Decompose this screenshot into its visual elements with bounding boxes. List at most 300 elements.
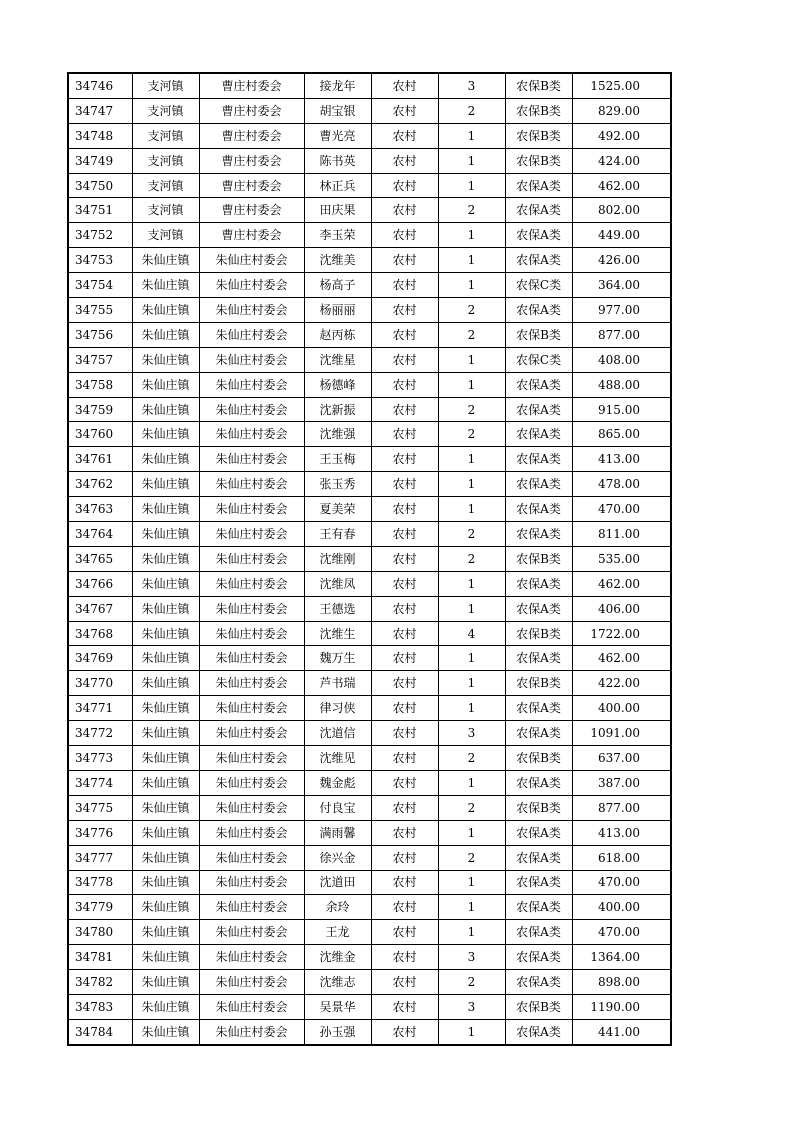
household-type-cell: 农村 <box>371 98 438 123</box>
amount-cell: 462.00 <box>572 571 671 596</box>
household-type-cell: 农村 <box>371 721 438 746</box>
household-type-cell: 农村 <box>371 497 438 522</box>
table-row <box>68 870 671 895</box>
household-type-cell: 农村 <box>371 248 438 273</box>
household-type-cell: 农村 <box>371 945 438 970</box>
person-name-cell: 杨高子 <box>304 273 371 298</box>
record-id-cell: 34752 <box>68 223 132 248</box>
table-row <box>68 273 671 298</box>
insurance-category-cell: 农保C类 <box>505 347 572 372</box>
table-row <box>68 1019 671 1044</box>
town-cell: 朱仙庄镇 <box>132 273 199 298</box>
amount-cell: 915.00 <box>572 397 671 422</box>
amount-cell: 977.00 <box>572 298 671 323</box>
person-name-cell: 张玉秀 <box>304 472 371 497</box>
insurance-category-cell: 农保A类 <box>505 895 572 920</box>
table-row <box>68 322 671 347</box>
village-committee-cell: 朱仙庄村委会 <box>199 422 304 447</box>
person-name-cell: 沈道田 <box>304 870 371 895</box>
village-committee-cell: 朱仙庄村委会 <box>199 895 304 920</box>
person-name-cell: 李玉荣 <box>304 223 371 248</box>
person-name-cell: 曹光亮 <box>304 123 371 148</box>
household-type-cell: 农村 <box>371 621 438 646</box>
table-row <box>68 820 671 845</box>
household-type-cell: 农村 <box>371 820 438 845</box>
insurance-category-cell: 农保A类 <box>505 198 572 223</box>
village-committee-cell: 朱仙庄村委会 <box>199 273 304 298</box>
person-name-cell: 王玉梅 <box>304 447 371 472</box>
person-name-cell: 沈维美 <box>304 248 371 273</box>
amount-cell: 618.00 <box>572 845 671 870</box>
insurance-category-cell: 农保B类 <box>505 795 572 820</box>
family-size-cell: 1 <box>438 223 505 248</box>
family-size-cell: 1 <box>438 870 505 895</box>
village-committee-cell: 朱仙庄村委会 <box>199 248 304 273</box>
amount-cell: 400.00 <box>572 895 671 920</box>
person-name-cell: 芦书瑞 <box>304 671 371 696</box>
insurance-category-cell: 农保B类 <box>505 994 572 1019</box>
amount-cell: 877.00 <box>572 795 671 820</box>
record-id-cell: 34748 <box>68 123 132 148</box>
record-id-cell: 34783 <box>68 994 132 1019</box>
town-cell: 朱仙庄镇 <box>132 970 199 995</box>
town-cell: 朱仙庄镇 <box>132 895 199 920</box>
insurance-category-cell: 农保A类 <box>505 820 572 845</box>
amount-cell: 1091.00 <box>572 721 671 746</box>
table-row <box>68 746 671 771</box>
household-type-cell: 农村 <box>371 372 438 397</box>
amount-cell: 413.00 <box>572 820 671 845</box>
household-type-cell: 农村 <box>371 173 438 198</box>
table-row <box>68 696 671 721</box>
amount-cell: 1722.00 <box>572 621 671 646</box>
record-id-cell: 34756 <box>68 322 132 347</box>
insurance-category-cell: 农保A类 <box>505 1019 572 1044</box>
record-id-cell: 34784 <box>68 1019 132 1044</box>
village-committee-cell: 曹庄村委会 <box>199 123 304 148</box>
insurance-category-cell: 农保A类 <box>505 945 572 970</box>
table-row <box>68 994 671 1019</box>
record-id-cell: 34763 <box>68 497 132 522</box>
insurance-category-cell: 农保A类 <box>505 447 572 472</box>
insurance-category-cell: 农保B类 <box>505 73 572 98</box>
table-row <box>68 298 671 323</box>
town-cell: 支河镇 <box>132 198 199 223</box>
person-name-cell: 王龙 <box>304 920 371 945</box>
household-type-cell: 农村 <box>371 596 438 621</box>
amount-cell: 637.00 <box>572 746 671 771</box>
town-cell: 支河镇 <box>132 148 199 173</box>
village-committee-cell: 朱仙庄村委会 <box>199 721 304 746</box>
village-committee-cell: 曹庄村委会 <box>199 198 304 223</box>
table-row <box>68 621 671 646</box>
village-committee-cell: 朱仙庄村委会 <box>199 546 304 571</box>
town-cell: 支河镇 <box>132 173 199 198</box>
person-name-cell: 王有春 <box>304 522 371 547</box>
person-name-cell: 满雨馨 <box>304 820 371 845</box>
amount-cell: 387.00 <box>572 770 671 795</box>
village-committee-cell: 朱仙庄村委会 <box>199 795 304 820</box>
village-committee-cell: 朱仙庄村委会 <box>199 671 304 696</box>
table-row <box>68 148 671 173</box>
amount-cell: 449.00 <box>572 223 671 248</box>
record-id-cell: 34755 <box>68 298 132 323</box>
town-cell: 朱仙庄镇 <box>132 845 199 870</box>
insurance-category-cell: 农保A类 <box>505 497 572 522</box>
record-id-cell: 34747 <box>68 98 132 123</box>
record-id-cell: 34782 <box>68 970 132 995</box>
roster-body <box>68 73 671 1045</box>
table-row <box>68 98 671 123</box>
village-committee-cell: 朱仙庄村委会 <box>199 746 304 771</box>
record-id-cell: 34777 <box>68 845 132 870</box>
record-id-cell: 34769 <box>68 646 132 671</box>
town-cell: 支河镇 <box>132 223 199 248</box>
amount-cell: 426.00 <box>572 248 671 273</box>
person-name-cell: 律习侠 <box>304 696 371 721</box>
household-type-cell: 农村 <box>371 970 438 995</box>
insurance-category-cell: 农保A类 <box>505 596 572 621</box>
town-cell: 朱仙庄镇 <box>132 322 199 347</box>
family-size-cell: 4 <box>438 621 505 646</box>
insurance-category-cell: 农保A类 <box>505 920 572 945</box>
amount-cell: 1525.00 <box>572 73 671 98</box>
amount-cell: 488.00 <box>572 372 671 397</box>
amount-cell: 470.00 <box>572 920 671 945</box>
insurance-category-cell: 农保B类 <box>505 621 572 646</box>
insurance-category-cell: 农保A类 <box>505 223 572 248</box>
record-id-cell: 34746 <box>68 73 132 98</box>
person-name-cell: 魏金彪 <box>304 770 371 795</box>
family-size-cell: 3 <box>438 73 505 98</box>
person-name-cell: 沈维志 <box>304 970 371 995</box>
village-committee-cell: 朱仙庄村委会 <box>199 372 304 397</box>
town-cell: 朱仙庄镇 <box>132 372 199 397</box>
family-size-cell: 1 <box>438 123 505 148</box>
village-committee-cell: 朱仙庄村委会 <box>199 298 304 323</box>
household-type-cell: 农村 <box>371 397 438 422</box>
town-cell: 朱仙庄镇 <box>132 696 199 721</box>
record-id-cell: 34780 <box>68 920 132 945</box>
person-name-cell: 沈道信 <box>304 721 371 746</box>
table-row <box>68 721 671 746</box>
insurance-category-cell: 农保A类 <box>505 372 572 397</box>
record-id-cell: 34775 <box>68 795 132 820</box>
village-committee-cell: 朱仙庄村委会 <box>199 447 304 472</box>
village-committee-cell: 朱仙庄村委会 <box>199 920 304 945</box>
person-name-cell: 杨德峰 <box>304 372 371 397</box>
table-row <box>68 895 671 920</box>
table-row <box>68 198 671 223</box>
person-name-cell: 胡宝银 <box>304 98 371 123</box>
table-row <box>68 447 671 472</box>
record-id-cell: 34778 <box>68 870 132 895</box>
person-name-cell: 吴景华 <box>304 994 371 1019</box>
family-size-cell: 1 <box>438 596 505 621</box>
family-size-cell: 2 <box>438 298 505 323</box>
village-committee-cell: 朱仙庄村委会 <box>199 347 304 372</box>
table-row <box>68 372 671 397</box>
household-type-cell: 农村 <box>371 273 438 298</box>
town-cell: 朱仙庄镇 <box>132 870 199 895</box>
record-id-cell: 34771 <box>68 696 132 721</box>
table-row <box>68 248 671 273</box>
record-id-cell: 34751 <box>68 198 132 223</box>
table-row <box>68 671 671 696</box>
insurance-category-cell: 农保A类 <box>505 248 572 273</box>
family-size-cell: 1 <box>438 372 505 397</box>
town-cell: 朱仙庄镇 <box>132 596 199 621</box>
family-size-cell: 1 <box>438 770 505 795</box>
amount-cell: 811.00 <box>572 522 671 547</box>
household-type-cell: 农村 <box>371 472 438 497</box>
family-size-cell: 1 <box>438 447 505 472</box>
amount-cell: 877.00 <box>572 322 671 347</box>
table-row <box>68 546 671 571</box>
insurance-category-cell: 农保C类 <box>505 273 572 298</box>
amount-cell: 1364.00 <box>572 945 671 970</box>
table-row <box>68 845 671 870</box>
insurance-category-cell: 农保A类 <box>505 298 572 323</box>
record-id-cell: 34757 <box>68 347 132 372</box>
table-row <box>68 397 671 422</box>
person-name-cell: 沈维见 <box>304 746 371 771</box>
family-size-cell: 1 <box>438 248 505 273</box>
table-row <box>68 223 671 248</box>
amount-cell: 462.00 <box>572 646 671 671</box>
family-size-cell: 2 <box>438 198 505 223</box>
person-name-cell: 夏美荣 <box>304 497 371 522</box>
record-id-cell: 34754 <box>68 273 132 298</box>
family-size-cell: 3 <box>438 721 505 746</box>
household-type-cell: 农村 <box>371 746 438 771</box>
family-size-cell: 1 <box>438 920 505 945</box>
record-id-cell: 34781 <box>68 945 132 970</box>
family-size-cell: 2 <box>438 397 505 422</box>
village-committee-cell: 朱仙庄村委会 <box>199 870 304 895</box>
town-cell: 朱仙庄镇 <box>132 546 199 571</box>
village-committee-cell: 朱仙庄村委会 <box>199 596 304 621</box>
amount-cell: 400.00 <box>572 696 671 721</box>
amount-cell: 535.00 <box>572 546 671 571</box>
town-cell: 朱仙庄镇 <box>132 994 199 1019</box>
table-row <box>68 73 671 98</box>
insurance-category-cell: 农保A类 <box>505 696 572 721</box>
insurance-category-cell: 农保A类 <box>505 173 572 198</box>
household-type-cell: 农村 <box>371 895 438 920</box>
record-id-cell: 34770 <box>68 671 132 696</box>
insurance-category-cell: 农保B类 <box>505 546 572 571</box>
village-committee-cell: 曹庄村委会 <box>199 73 304 98</box>
table-row <box>68 472 671 497</box>
family-size-cell: 3 <box>438 945 505 970</box>
table-row <box>68 945 671 970</box>
table-row <box>68 522 671 547</box>
family-size-cell: 2 <box>438 746 505 771</box>
table-row <box>68 123 671 148</box>
town-cell: 朱仙庄镇 <box>132 447 199 472</box>
family-size-cell: 3 <box>438 994 505 1019</box>
village-committee-cell: 朱仙庄村委会 <box>199 646 304 671</box>
town-cell: 朱仙庄镇 <box>132 945 199 970</box>
insurance-category-cell: 农保B类 <box>505 671 572 696</box>
village-committee-cell: 朱仙庄村委会 <box>199 522 304 547</box>
record-id-cell: 34749 <box>68 148 132 173</box>
household-type-cell: 农村 <box>371 870 438 895</box>
town-cell: 朱仙庄镇 <box>132 522 199 547</box>
town-cell: 朱仙庄镇 <box>132 721 199 746</box>
person-name-cell: 沈新振 <box>304 397 371 422</box>
village-committee-cell: 朱仙庄村委会 <box>199 994 304 1019</box>
insurance-category-cell: 农保B类 <box>505 148 572 173</box>
household-type-cell: 农村 <box>371 223 438 248</box>
family-size-cell: 1 <box>438 472 505 497</box>
person-name-cell: 陈书英 <box>304 148 371 173</box>
person-name-cell: 沈维凤 <box>304 571 371 596</box>
household-type-cell: 农村 <box>371 696 438 721</box>
family-size-cell: 2 <box>438 322 505 347</box>
table-row <box>68 422 671 447</box>
record-id-cell: 34766 <box>68 571 132 596</box>
town-cell: 朱仙庄镇 <box>132 1019 199 1044</box>
town-cell: 朱仙庄镇 <box>132 497 199 522</box>
household-type-cell: 农村 <box>371 994 438 1019</box>
village-committee-cell: 曹庄村委会 <box>199 223 304 248</box>
family-size-cell: 1 <box>438 696 505 721</box>
person-name-cell: 田庆果 <box>304 198 371 223</box>
table-row <box>68 596 671 621</box>
amount-cell: 802.00 <box>572 198 671 223</box>
town-cell: 支河镇 <box>132 123 199 148</box>
table-row <box>68 646 671 671</box>
village-committee-cell: 曹庄村委会 <box>199 148 304 173</box>
table-row <box>68 770 671 795</box>
record-id-cell: 34758 <box>68 372 132 397</box>
record-id-cell: 34768 <box>68 621 132 646</box>
person-name-cell: 沈维刚 <box>304 546 371 571</box>
record-id-cell: 34774 <box>68 770 132 795</box>
family-size-cell: 1 <box>438 273 505 298</box>
amount-cell: 470.00 <box>572 870 671 895</box>
family-size-cell: 1 <box>438 497 505 522</box>
family-size-cell: 1 <box>438 1019 505 1044</box>
family-size-cell: 2 <box>438 546 505 571</box>
household-type-cell: 农村 <box>371 646 438 671</box>
amount-cell: 829.00 <box>572 98 671 123</box>
person-name-cell: 魏万生 <box>304 646 371 671</box>
town-cell: 朱仙庄镇 <box>132 671 199 696</box>
household-type-cell: 农村 <box>371 322 438 347</box>
record-id-cell: 34773 <box>68 746 132 771</box>
person-name-cell: 沈维强 <box>304 422 371 447</box>
insurance-category-cell: 农保B类 <box>505 746 572 771</box>
village-committee-cell: 曹庄村委会 <box>199 98 304 123</box>
insurance-category-cell: 农保A类 <box>505 770 572 795</box>
amount-cell: 470.00 <box>572 497 671 522</box>
household-type-cell: 农村 <box>371 845 438 870</box>
family-size-cell: 1 <box>438 173 505 198</box>
amount-cell: 462.00 <box>572 173 671 198</box>
family-size-cell: 1 <box>438 820 505 845</box>
amount-cell: 422.00 <box>572 671 671 696</box>
person-name-cell: 孙玉强 <box>304 1019 371 1044</box>
village-committee-cell: 朱仙庄村委会 <box>199 845 304 870</box>
household-type-cell: 农村 <box>371 920 438 945</box>
town-cell: 朱仙庄镇 <box>132 770 199 795</box>
village-committee-cell: 朱仙庄村委会 <box>199 322 304 347</box>
household-type-cell: 农村 <box>371 298 438 323</box>
family-size-cell: 1 <box>438 347 505 372</box>
town-cell: 朱仙庄镇 <box>132 248 199 273</box>
person-name-cell: 王德选 <box>304 596 371 621</box>
amount-cell: 424.00 <box>572 148 671 173</box>
record-id-cell: 34760 <box>68 422 132 447</box>
table-row <box>68 347 671 372</box>
town-cell: 朱仙庄镇 <box>132 472 199 497</box>
household-type-cell: 农村 <box>371 148 438 173</box>
town-cell: 朱仙庄镇 <box>132 422 199 447</box>
insurance-category-cell: 农保A类 <box>505 472 572 497</box>
person-name-cell: 沈维金 <box>304 945 371 970</box>
household-type-cell: 农村 <box>371 795 438 820</box>
record-id-cell: 34779 <box>68 895 132 920</box>
table-row <box>68 970 671 995</box>
family-size-cell: 2 <box>438 522 505 547</box>
insurance-category-cell: 农保A类 <box>505 721 572 746</box>
household-type-cell: 农村 <box>371 1019 438 1044</box>
town-cell: 朱仙庄镇 <box>132 746 199 771</box>
family-size-cell: 1 <box>438 646 505 671</box>
family-size-cell: 1 <box>438 148 505 173</box>
town-cell: 朱仙庄镇 <box>132 820 199 845</box>
town-cell: 支河镇 <box>132 73 199 98</box>
record-id-cell: 34776 <box>68 820 132 845</box>
village-committee-cell: 曹庄村委会 <box>199 173 304 198</box>
village-committee-cell: 朱仙庄村委会 <box>199 945 304 970</box>
household-type-cell: 农村 <box>371 123 438 148</box>
household-type-cell: 农村 <box>371 571 438 596</box>
family-size-cell: 1 <box>438 571 505 596</box>
insurance-category-cell: 农保A类 <box>505 845 572 870</box>
village-committee-cell: 朱仙庄村委会 <box>199 497 304 522</box>
insurance-category-cell: 农保B类 <box>505 123 572 148</box>
record-id-cell: 34750 <box>68 173 132 198</box>
insurance-category-cell: 农保A类 <box>505 970 572 995</box>
insurance-category-cell: 农保A类 <box>505 397 572 422</box>
person-name-cell: 沈维生 <box>304 621 371 646</box>
person-name-cell: 沈维星 <box>304 347 371 372</box>
household-type-cell: 农村 <box>371 770 438 795</box>
amount-cell: 1190.00 <box>572 994 671 1019</box>
village-committee-cell: 朱仙庄村委会 <box>199 472 304 497</box>
household-type-cell: 农村 <box>371 447 438 472</box>
town-cell: 朱仙庄镇 <box>132 571 199 596</box>
amount-cell: 408.00 <box>572 347 671 372</box>
family-size-cell: 1 <box>438 895 505 920</box>
table-row <box>68 173 671 198</box>
amount-cell: 865.00 <box>572 422 671 447</box>
person-name-cell: 余玲 <box>304 895 371 920</box>
record-id-cell: 34753 <box>68 248 132 273</box>
town-cell: 朱仙庄镇 <box>132 397 199 422</box>
family-size-cell: 2 <box>438 795 505 820</box>
table-row <box>68 571 671 596</box>
person-name-cell: 赵丙栋 <box>304 322 371 347</box>
household-type-cell: 农村 <box>371 671 438 696</box>
village-committee-cell: 朱仙庄村委会 <box>199 820 304 845</box>
amount-cell: 478.00 <box>572 472 671 497</box>
town-cell: 朱仙庄镇 <box>132 347 199 372</box>
